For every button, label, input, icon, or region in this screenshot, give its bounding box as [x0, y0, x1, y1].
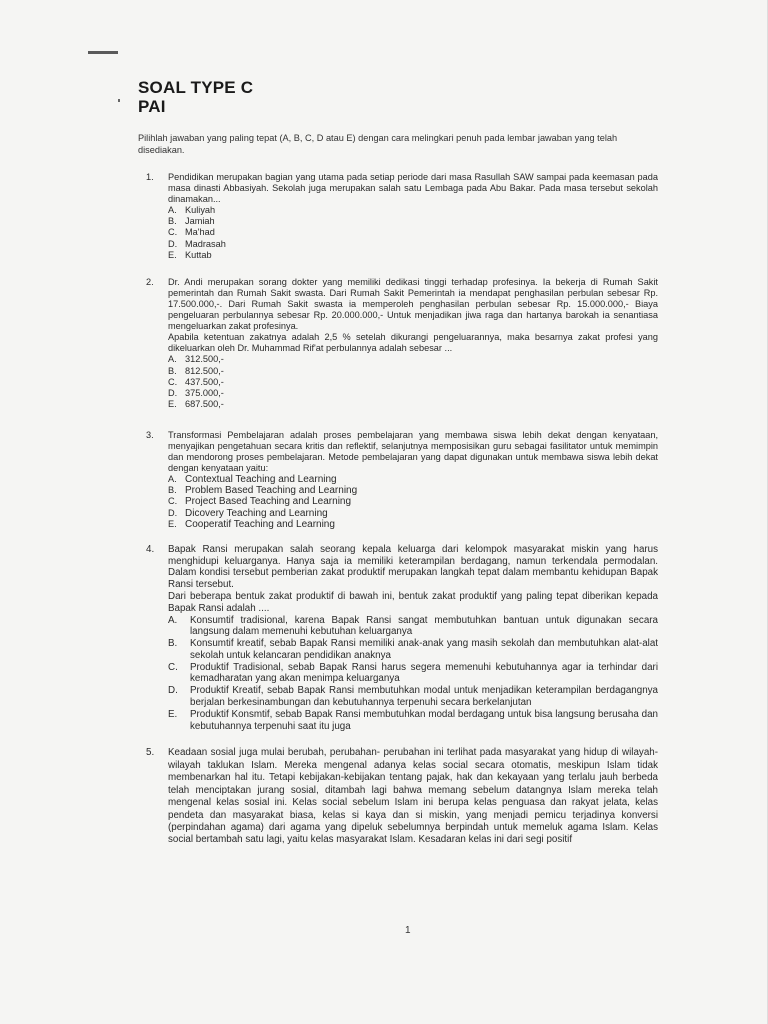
question-text — [168, 544, 658, 615]
question-text — [168, 747, 658, 846]
option-letter: A. — [168, 614, 178, 626]
option-text: Ma'had — [185, 227, 215, 238]
option-letter: E. — [168, 518, 177, 529]
option-b[interactable] — [168, 366, 658, 377]
question-number: 4. — [146, 543, 155, 555]
option-text: Cooperatif Teaching and Learning — [185, 518, 335, 530]
option-text: Project Based Teaching and Learning — [185, 496, 352, 508]
option-letter: D. — [168, 507, 178, 518]
question-4 — [138, 544, 658, 733]
option-letter: E. — [168, 249, 177, 260]
option-letter: B. — [168, 485, 177, 496]
option-b[interactable] — [168, 216, 658, 227]
option-letter: A. — [168, 205, 177, 216]
option-text: Dicovery Teaching and Learning — [185, 507, 328, 519]
scan-artifact-line — [88, 51, 118, 54]
option-text: Konsumtif kreatif, sebab Bapak Ransi memiliki anak-anak yang masih sekolah dan membutuhkan alat-alat sekolah untuk kelancaran pendidikan anaknya — [190, 638, 658, 661]
question-number: 1. — [146, 172, 154, 182]
document-page — [138, 78, 658, 847]
title-line-2: PAI — [138, 97, 166, 116]
option-letter: A. — [168, 474, 177, 485]
option-letter: D. — [168, 238, 178, 249]
question-paragraph: Transformasi Pembelajaran adalah proses pembelajaran yang membawa siswa lebih dekat dengan kenyataan, menyajikan pengetahuan secara kritis dan reflektif, selanjutnya memposisikan guru sebagai fasilitator untuk memimpin dan mendorong proses pembelajaran. Metode pembelajaran yang dapat digunakan untuk membawa siswa lebih dekat dengan kenyataan yaitu: — [168, 429, 658, 474]
option-a[interactable] — [168, 354, 658, 365]
option-letter: B. — [168, 216, 177, 227]
option-a[interactable] — [168, 615, 658, 639]
document-title — [138, 78, 658, 116]
option-a[interactable] — [168, 205, 658, 216]
option-c[interactable] — [168, 496, 658, 507]
option-a[interactable] — [168, 474, 658, 485]
question-paragraph: Dari beberapa bentuk zakat produktif di bawah ini, bentuk zakat produktif yang paling tepat diberikan kepada Bapak Ransi adalah .... — [168, 590, 658, 614]
option-b[interactable] — [168, 638, 658, 662]
page-number: 1 — [405, 925, 411, 936]
option-letter: E. — [168, 708, 178, 720]
question-number: 2. — [146, 276, 154, 287]
question-number: 5. — [146, 747, 155, 759]
option-text: 375.000,- — [185, 387, 224, 398]
option-text: 312.500,- — [185, 354, 224, 365]
scan-artifact-dot — [118, 99, 120, 102]
option-text: Kuttab — [185, 249, 212, 260]
option-b[interactable] — [168, 485, 658, 496]
question-text — [168, 430, 658, 474]
option-text: Contextual Teaching and Learning — [185, 474, 337, 486]
instructions: Pilihlah jawaban yang paling tepat (A, B, C, D atau E) dengan cara melingkari penuh pada lembar jawaban yang telah disediakan. — [138, 133, 618, 155]
option-letter: D. — [168, 685, 178, 697]
option-letter: D. — [168, 387, 178, 398]
option-e[interactable] — [168, 519, 658, 530]
question-paragraph: Keadaan sosial juga mulai berubah, perubahan- perubahan ini terlihat pada masyarakat yang hidup di wilayah-wilayah taklukan Islam. Mereka mengenal adanya kelas social secara otomatis, meskipun Islam tidak membenarkan hal itu. Tetapi kebijakan-kebijakan tentang pajak, hak dan kekayaan yang terlalu jauh berbeda telah menciptakan jurang sosial, ditambah lagi bahwa memang sebelum datangnya Islam mereka telah mengenal kelas sosial ini. Kelas social sebelum Islam ini berupa kelas penguasa dan rakyat jelata, kelas pendeta dan masyarakat biasa, kelas si kaya dan si miskin, yang menjadi pemicu terjadinya konversi (perpindahan agama) dari agama yang dipeluk sebelumnya berpindah untuk memeluk agama Islam. Kelas social bertambah satu lagi, yaitu kelas masyarakat Islam. Kesadaran kelas ini dari segi positif — [168, 747, 658, 846]
option-text: Produktif Tradisional, sebab Bapak Ransi harus segera memenuhi kebutuhannya agar ia terhindar dari kemadharatan yang akan menimpa keluarganya — [190, 661, 658, 685]
question-paragraph: Apabila ketentuan zakatnya adalah 2,5 % setelah dikurangi pengeluarannya, maka besarnya zakat profesi yang dikeluarkan oleh Dr. Muhammad Rif'at perbulannya adalah sebesar ... — [168, 332, 658, 354]
option-letter: C. — [168, 376, 178, 387]
question-text — [168, 172, 658, 205]
option-text: 687.500,- — [185, 398, 224, 409]
question-1 — [138, 172, 658, 261]
title-line-1: SOAL TYPE C — [138, 78, 254, 97]
option-text: Problem Based Teaching and Learning — [185, 485, 358, 497]
option-letter: C. — [168, 661, 178, 673]
question-number: 3. — [146, 429, 154, 440]
option-text: Madrasah — [185, 238, 226, 249]
option-text: Kuliyah — [185, 205, 216, 216]
question-2 — [138, 277, 658, 410]
option-d[interactable] — [168, 685, 658, 709]
question-text — [168, 277, 658, 355]
option-c[interactable] — [168, 662, 658, 686]
option-letter: B. — [168, 638, 178, 650]
option-e[interactable] — [168, 399, 658, 410]
question-5 — [138, 747, 658, 846]
option-e[interactable] — [168, 709, 658, 733]
option-letter: C. — [168, 227, 178, 238]
option-letter: A. — [168, 354, 177, 365]
option-text: Produktif Konsmtif, sebab Bapak Ransi membutuhkan modal berdagang untuk bisa langsung berusaha dan kebutuhannya terpenuhi saat itu juga — [190, 708, 658, 732]
question-paragraph: Pendidikan merupakan bagian yang utama pada setiap periode dari masa Rasullah SAW sampai pada keemasan pada masa dinasti Abbasiyah. Sekolah juga merupakan salah satu Lembaga pada Abu Bakar. Pada masa tersebut sekolah dinamakan... — [168, 172, 658, 205]
option-text: 812.500,- — [185, 365, 224, 376]
option-list — [168, 615, 658, 733]
option-c[interactable] — [168, 377, 658, 388]
option-letter: C. — [168, 496, 178, 507]
option-list — [168, 205, 658, 260]
question-3 — [138, 430, 658, 530]
option-d[interactable] — [168, 508, 658, 519]
option-letter: E. — [168, 398, 177, 409]
option-letter: B. — [168, 365, 177, 376]
option-e[interactable] — [168, 250, 658, 261]
option-d[interactable] — [168, 239, 658, 250]
option-c[interactable] — [168, 227, 658, 238]
option-text: Konsumtif tradisional, karena Bapak Ransi sangat membutuhkan bantuan untuk digunakan secara langsung dalam memenuhi kebutuhan keluarganya — [190, 614, 658, 638]
question-paragraph: Dr. Andi merupakan sorang dokter yang memiliki dedikasi tinggi terhadap profesinya. Ia bekerja di Rumah Sakit pemerintah dan Rumah Sakit swasta. Dari Rumah Sakit Pemerintah ia mendapat penghasilan perbulan sebesar Rp. 17.500.000,-. Dari Rumah Sakit swasta ia memperoleh penghasilan perbulan sebesar Rp. 15.000.000,- Biaya pengeluaran perbulannya sebesar Rp. 20.000.000,- Untuk menjadikan jiwa raga dan hartanya barokah ia senantiasa mengeluarkan zakat profesinya. — [168, 276, 658, 332]
option-list — [168, 354, 658, 409]
question-paragraph: Bapak Ransi merupakan salah seorang kepala keluarga dari kelompok masyarakat miskin yang harus menghidupi keluarganya. Hanya saja ia memiliki keterampilan berdagang, namun terkendala permodalan. Dalam kondisi tersebut pemberian zakat produktif merupakan langkah tepat dalam membantu kehidupan Bapak Ransi tersebut. — [168, 543, 658, 591]
option-list — [168, 474, 658, 529]
option-text: 437.500,- — [185, 376, 224, 387]
option-text: Produktif Kreatif, sebab Bapak Ransi membutuhkan modal untuk menjadikan keterampilan berdagangnya berjalan berkesinambungan dan kebutuhannya terpenuhi secara berkelanjutan — [190, 685, 658, 709]
option-text: Jamiah — [185, 216, 215, 227]
option-d[interactable] — [168, 388, 658, 399]
